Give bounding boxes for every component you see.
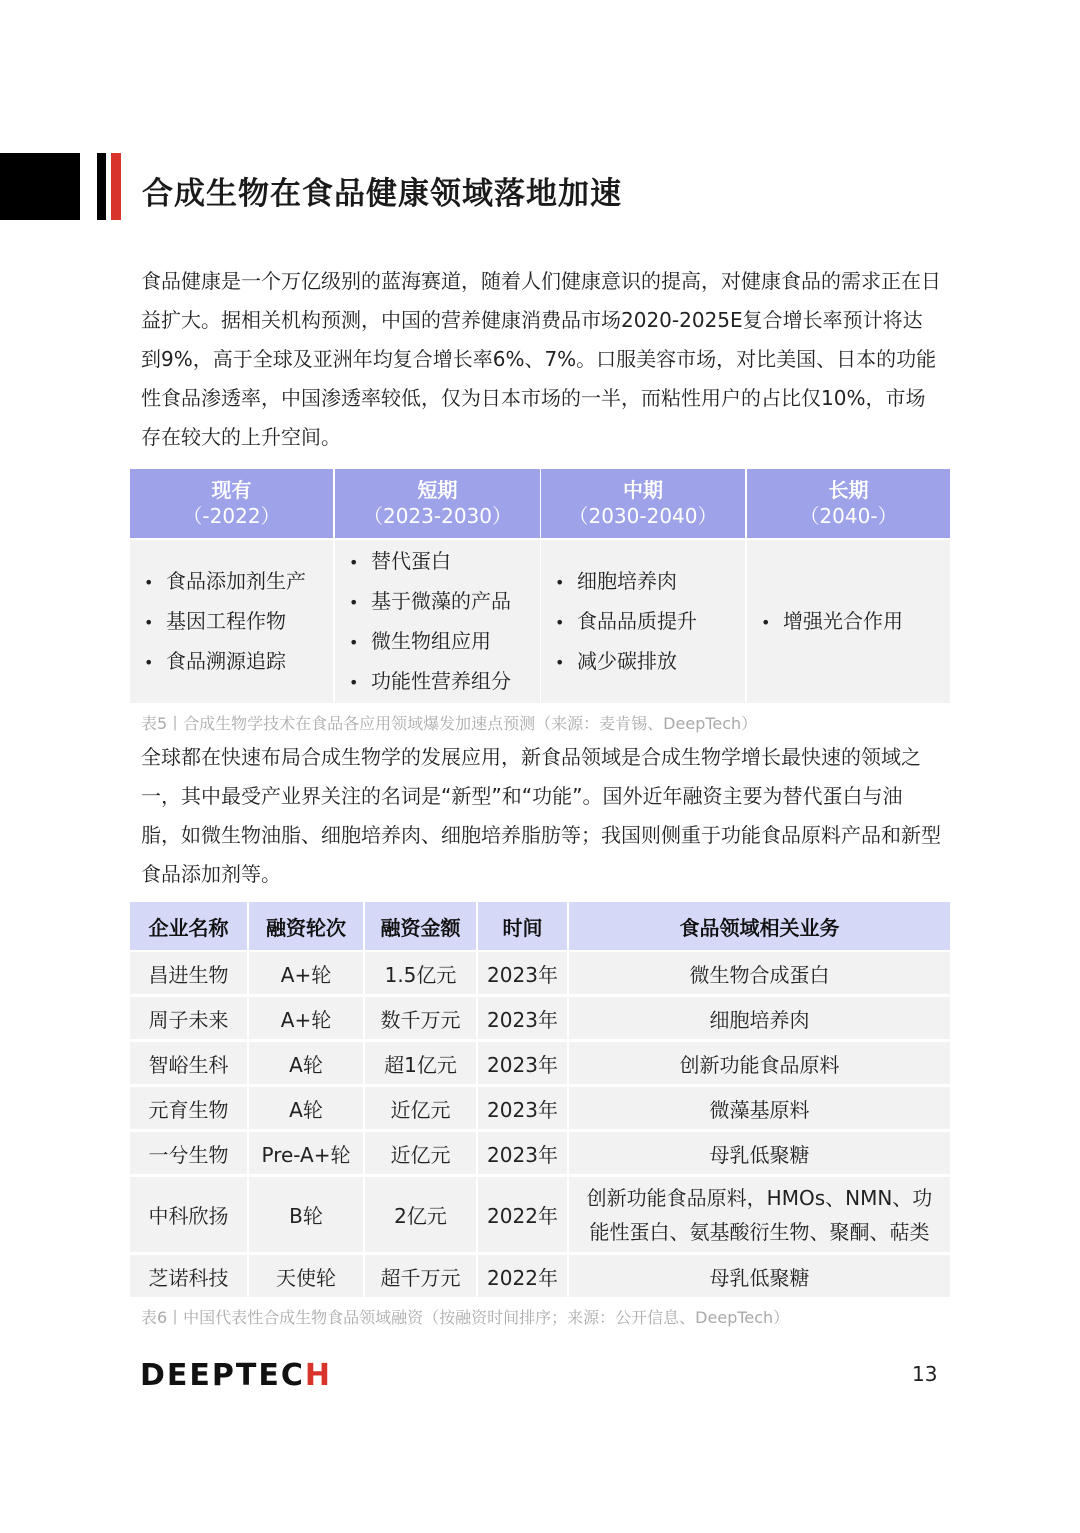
forecast-header-long-term bbox=[747, 469, 950, 538]
forecast-cell-long-term bbox=[747, 540, 950, 703]
table-cell-business: 母乳低聚糖 bbox=[569, 1132, 950, 1174]
forecast-header-period: （2030-2040） bbox=[568, 504, 718, 528]
forecast-cell-mid-term bbox=[541, 540, 745, 703]
table-cell-round: 天使轮 bbox=[249, 1255, 363, 1297]
table6-caption: 表6丨中国代表性合成生物食品领域融资（按融资时间排序；来源：公开信息、DeepTech） bbox=[141, 1308, 790, 1327]
table-cell-date: 2023年 bbox=[478, 997, 567, 1039]
forecast-item: • 基因工程作物 bbox=[144, 602, 306, 642]
table-cell-company: 智峪生科 bbox=[130, 1042, 247, 1084]
logo-text: DEEPTEC bbox=[140, 1358, 305, 1393]
table-header-round: 融资轮次 bbox=[249, 902, 363, 950]
table-header-date: 时间 bbox=[478, 902, 567, 950]
forecast-cell-short-term bbox=[335, 540, 540, 703]
table-cell-business: 母乳低聚糖 bbox=[569, 1255, 950, 1297]
table-cell-round: B轮 bbox=[249, 1177, 363, 1252]
section-heading: 合成生物在食品健康领域落地加速 bbox=[142, 176, 622, 212]
logo-accent: H bbox=[304, 1358, 332, 1393]
forecast-item: • 替代蛋白 bbox=[349, 542, 511, 582]
table-cell-date: 2023年 bbox=[478, 1042, 567, 1084]
table-cell-business: 细胞培养肉 bbox=[569, 997, 950, 1039]
table-cell-date: 2022年 bbox=[478, 1255, 567, 1297]
forecast-header-mid-term bbox=[541, 469, 745, 538]
forecast-item: • 微生物组应用 bbox=[349, 622, 511, 662]
forecast-item: • 细胞培养肉 bbox=[555, 562, 697, 602]
table-cell-amount: 1.5亿元 bbox=[365, 952, 476, 994]
table-cell-company: 芝诺科技 bbox=[130, 1255, 247, 1297]
forecast-header-title: 现有 bbox=[211, 478, 252, 502]
forecast-item: • 功能性营养组分 bbox=[349, 662, 511, 702]
table-cell-business: 创新功能食品原料 bbox=[569, 1042, 950, 1084]
table-cell-date: 2023年 bbox=[478, 1132, 567, 1174]
table-cell-amount: 2亿元 bbox=[365, 1177, 476, 1252]
table-cell-amount: 超1亿元 bbox=[365, 1042, 476, 1084]
forecast-table bbox=[130, 469, 950, 703]
deeptech-logo bbox=[140, 1358, 332, 1393]
forecast-header-title: 长期 bbox=[828, 478, 869, 502]
forecast-header-period: （-2022） bbox=[182, 504, 281, 528]
table-header-business: 食品领域相关业务 bbox=[569, 902, 950, 950]
table-cell-company: 一兮生物 bbox=[130, 1132, 247, 1174]
forecast-item: • 食品品质提升 bbox=[555, 602, 697, 642]
decorative-black-block bbox=[0, 153, 80, 220]
table-cell-round: A轮 bbox=[249, 1087, 363, 1129]
decorative-black-bar bbox=[97, 153, 106, 220]
table-cell-date: 2022年 bbox=[478, 1177, 567, 1252]
forecast-header-current bbox=[130, 469, 333, 538]
forecast-list bbox=[130, 562, 306, 682]
table-cell-round: A+轮 bbox=[249, 997, 363, 1039]
forecast-header-period: （2040-） bbox=[799, 504, 898, 528]
forecast-cell-current bbox=[130, 540, 333, 703]
table-cell-business: 微生物合成蛋白 bbox=[569, 952, 950, 994]
forecast-item: • 基于微藻的产品 bbox=[349, 582, 511, 622]
forecast-header-short-term bbox=[335, 469, 540, 538]
table5-caption: 表5丨合成生物学技术在食品各应用领域爆发加速点预测（来源：麦肯锡、DeepTech） bbox=[141, 714, 758, 733]
table-cell-amount: 近亿元 bbox=[365, 1087, 476, 1129]
forecast-item: • 增强光合作用 bbox=[761, 602, 903, 642]
forecast-item: • 减少碳排放 bbox=[555, 642, 697, 682]
table-header-amount: 融资金额 bbox=[365, 902, 476, 950]
table-cell-amount: 超千万元 bbox=[365, 1255, 476, 1297]
decorative-red-bar bbox=[111, 153, 121, 220]
forecast-list bbox=[747, 602, 903, 642]
forecast-item: • 食品溯源追踪 bbox=[144, 642, 306, 682]
forecast-item: • 食品添加剂生产 bbox=[144, 562, 306, 602]
forecast-list bbox=[541, 562, 697, 682]
forecast-header-period: （2023-2030） bbox=[362, 504, 512, 528]
table-cell-amount: 近亿元 bbox=[365, 1132, 476, 1174]
table-cell-company: 昌进生物 bbox=[130, 952, 247, 994]
forecast-header-title: 中期 bbox=[623, 478, 663, 502]
table-cell-date: 2023年 bbox=[478, 952, 567, 994]
forecast-header-title: 短期 bbox=[417, 478, 458, 502]
table-cell-company: 周子未来 bbox=[130, 997, 247, 1039]
page-number: 13 bbox=[912, 1362, 938, 1386]
table-cell-amount: 数千万元 bbox=[365, 997, 476, 1039]
intro-paragraph: 食品健康是一个万亿级别的蓝海赛道，随着人们健康意识的提高，对健康食品的需求正在日益扩大。据相关机构预测，中国的营养健康消费品市场2020-2025E复合增长率预计将达到9%，高于全球及亚洲年均复合增长率6%、7%。口服美容市场，对比美国、日本的功能性食品渗透率，中国渗透率较低，仅为日本市场的一半，而粘性用户的占比仅10%，市场存在较大的上升空间。 bbox=[141, 269, 941, 449]
table-cell-round: A+轮 bbox=[249, 952, 363, 994]
table-cell-business: 微藻基原料 bbox=[569, 1087, 950, 1129]
table-cell-company: 中科欣扬 bbox=[130, 1177, 247, 1252]
body-paragraph: 全球都在快速布局合成生物学的发展应用，新食品领域是合成生物学增长最快速的领域之一，其中最受产业界关注的名词是“新型”和“功能”。国外近年融资主要为替代蛋白与油脂，如微生物油脂、细胞培养肉、细胞培养脂肪等；我国则侧重于功能食品原料产品和新型食品添加剂等。 bbox=[141, 745, 941, 886]
table-header-company: 企业名称 bbox=[130, 902, 247, 950]
forecast-list bbox=[335, 542, 511, 702]
table-cell-business: 创新功能食品原料，HMOs、NMN、功能性蛋白、氨基酸衍生物、聚酮、萜类 bbox=[569, 1177, 950, 1252]
table-cell-round: Pre-A+轮 bbox=[249, 1132, 363, 1174]
table-cell-date: 2023年 bbox=[478, 1087, 567, 1129]
table-cell-round: A轮 bbox=[249, 1042, 363, 1084]
table-cell-company: 元育生物 bbox=[130, 1087, 247, 1129]
